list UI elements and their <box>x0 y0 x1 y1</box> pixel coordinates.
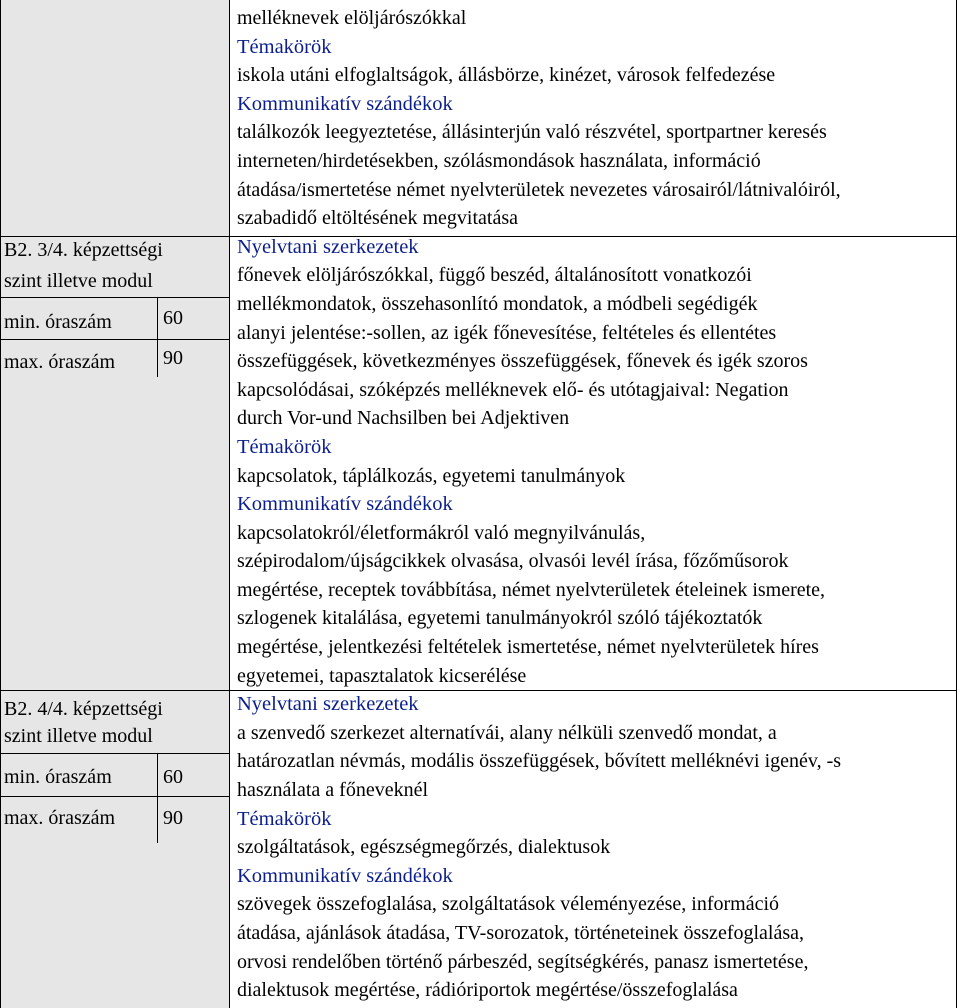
content-line: orvosi rendelőben történő párbeszéd, segítségkérés, panasz ismertetése, <box>237 950 809 973</box>
content-line: egyetemei, tapasztalatok kicserélése <box>237 664 527 687</box>
content-line: alanyi jelentése:-sollen, az igék főnevesítése, feltételes és ellentétes <box>237 321 777 344</box>
max-hours-label-1: max. óraszám <box>4 351 116 373</box>
section-heading: Kommunikatív szándékok <box>237 493 453 516</box>
content-line: átadása, ajánlások átadása, TV-sorozatok, történeteinek összefoglalása, <box>237 922 805 944</box>
content-line: megértése, receptek továbbítása, német nyelvterületek ételeinek ismerete, <box>237 578 826 601</box>
module-content <box>237 4 955 1005</box>
content-line: interneten/hirdetésekben, szólásmondások használata, információ <box>237 149 761 172</box>
table-border-left-column-right <box>229 0 230 1008</box>
content-line: használata a főneveknél <box>237 779 429 802</box>
content-line: durch Vor-und Nachsilben bei Adjektiven <box>237 407 570 430</box>
min-hours-value-2: 60 <box>163 766 183 788</box>
module-level-label-1b: szint illetve modul <box>4 270 153 292</box>
section-heading: Nyelvtani szerkezetek <box>237 693 419 716</box>
table-border-right <box>956 0 957 1008</box>
min-hours-label-1: min. óraszám <box>4 311 112 333</box>
content-line: szabadidő eltöltésének megvitatása <box>237 207 519 230</box>
content-line: átadása/ismertetése német nyelvterületek nevezetes városairól/látnivalóiról, <box>237 178 841 201</box>
content-line: melléknevek elöljárószókkal <box>237 7 467 29</box>
content-line: szépirodalom/újságcikkek olvasása, olvasói levél írása, főzőműsorok <box>237 550 789 573</box>
module-level-label-1: B2. 3/4. képzettségi <box>4 239 163 261</box>
content-line: megértése, jelentkezési feltételek ismertetése, német nyelvterületek híres <box>237 636 819 659</box>
content-line: főnevek elöljárószókkal, függő beszéd, általánosított vonatkozói <box>237 264 752 287</box>
content-line: szolgáltatások, egészségmegőrzés, dialektusok <box>237 836 611 859</box>
max-row-divider-1 <box>0 339 229 340</box>
min-row-divider-2 <box>0 753 229 754</box>
module-level-label-2: B2. 4/4. képzettségi <box>4 698 163 720</box>
content-line: a szenvedő szerkezet alternatívái, alany nélküli szenvedő mondat, a <box>237 721 777 744</box>
content-line: szlogenek kitalálása, egyetemi tanulmányokról szóló tájékoztatók <box>237 607 763 630</box>
content-line: szövegek összefoglalása, szolgáltatások véleményezése, információ <box>237 893 780 916</box>
min-hours-value-1: 60 <box>163 307 183 329</box>
content-line: dialektusok megértése, rádióriportok megértése/összefoglalása <box>237 979 738 1002</box>
left-column-top-cell <box>0 0 229 236</box>
content-line: iskola utáni elfoglaltságok, állásbörze, kinézet, városok felfedezése <box>237 64 776 87</box>
content-line: mellékmondatok, összehasonlító mondatok, a módbeli segédigék <box>237 292 758 315</box>
table-border-left-edge <box>0 0 1 1008</box>
content-line: kapcsolatok, táplálkozás, egyetemi tanulmányok <box>237 464 626 487</box>
section-heading: Nyelvtani szerkezetek <box>237 235 419 258</box>
max-hours-label-2: max. óraszám <box>4 807 116 829</box>
value-column-divider-2 <box>157 753 158 843</box>
max-row-divider-2 <box>0 796 229 797</box>
section-heading: Témakörök <box>237 807 332 830</box>
max-hours-value-1: 90 <box>163 347 183 369</box>
min-hours-label-2: min. óraszám <box>4 766 112 788</box>
content-line: kapcsolódásai, szóképzés melléknevek elő- és utótagjaival: Negation <box>237 378 789 401</box>
left-column-block1-cell <box>0 237 229 690</box>
content-line: találkozók leegyeztetése, állásinterjún való részvétel, sportpartner keresés <box>237 121 827 144</box>
content-line: összefüggések, következményes összefüggések, főnevek és igék szoros <box>237 350 808 373</box>
section-heading: Kommunikatív szándékok <box>237 92 453 115</box>
section-heading: Témakörök <box>237 435 332 458</box>
section-heading: Kommunikatív szándékok <box>237 864 453 887</box>
module-level-label-2b: szint illetve modul <box>4 725 153 747</box>
content-line: határozatlan névmás, modális összefüggések, bővített melléknévi igenév, -s <box>237 750 842 773</box>
value-column-divider-1 <box>157 297 158 377</box>
section-heading: Témakörök <box>237 35 332 58</box>
content-line: kapcsolatokról/életformákról való megnyilvánulás, <box>237 521 646 544</box>
min-row-divider-1 <box>0 297 229 298</box>
max-hours-value-2: 90 <box>163 807 183 829</box>
